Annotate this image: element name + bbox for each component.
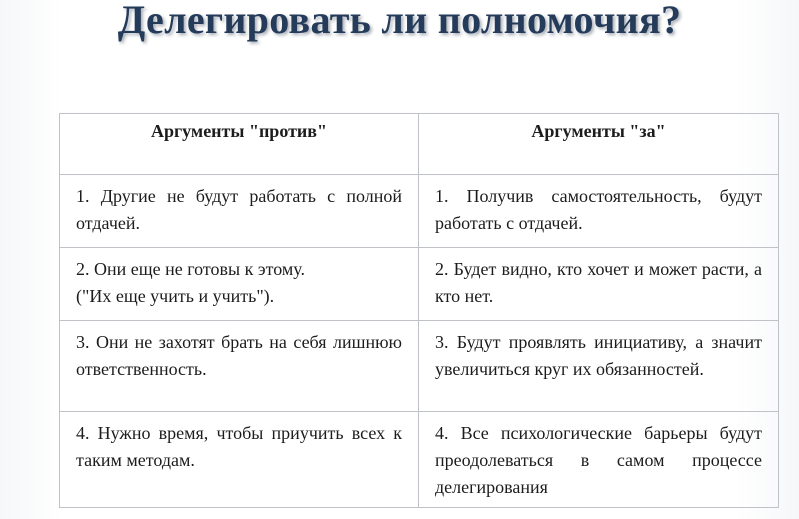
cell-against-3-text: 3. Они не захотят брать на себя лишнюю ответственность.: [76, 332, 402, 379]
table-header-row: [60, 114, 779, 175]
header-against: Аргументы "против": [60, 114, 419, 175]
cell-against-2-text: 2. Они еще не готовы к этому.: [76, 259, 305, 279]
cell-against-1: [60, 175, 419, 248]
table-row: [60, 248, 779, 321]
cell-for-3-text: 3. Будут проявлять инициативу, а значит увеличиться круг их обязанностей.: [435, 332, 762, 379]
arguments-table-container: [59, 113, 778, 508]
arguments-table: [59, 113, 779, 508]
header-for: Аргументы "за": [419, 114, 779, 175]
cell-against-1-text: 1. Другие не будут работать с полной отдачей.: [76, 186, 402, 233]
cell-against-4: [60, 412, 419, 508]
cell-against-4-text: 4. Нужно время, чтобы приучить всех к таким методам.: [76, 423, 402, 470]
cell-for-1-text: 1. Получив самостоятельность, будут работать с отдачей.: [435, 186, 762, 233]
cell-for-3: [419, 321, 779, 412]
cell-against-2: [60, 248, 419, 321]
cell-against-3: [60, 321, 419, 412]
cell-for-2: [419, 248, 779, 321]
cell-for-1: [419, 175, 779, 248]
table-row: [60, 175, 779, 248]
cell-for-4-text: 4. Все психологические барьеры будут преодолеваться в самом процессе делегирования: [435, 423, 762, 497]
table-row: [60, 412, 779, 508]
slide-title: Делегировать ли полномочия?: [117, 0, 682, 42]
cell-for-2-text: 2. Будет видно, кто хочет и может расти, а кто нет.: [435, 259, 762, 306]
table-row: [60, 321, 779, 412]
cell-for-4: [419, 412, 779, 508]
cell-against-2-note: ("Их еще учить и учить").: [76, 286, 275, 306]
